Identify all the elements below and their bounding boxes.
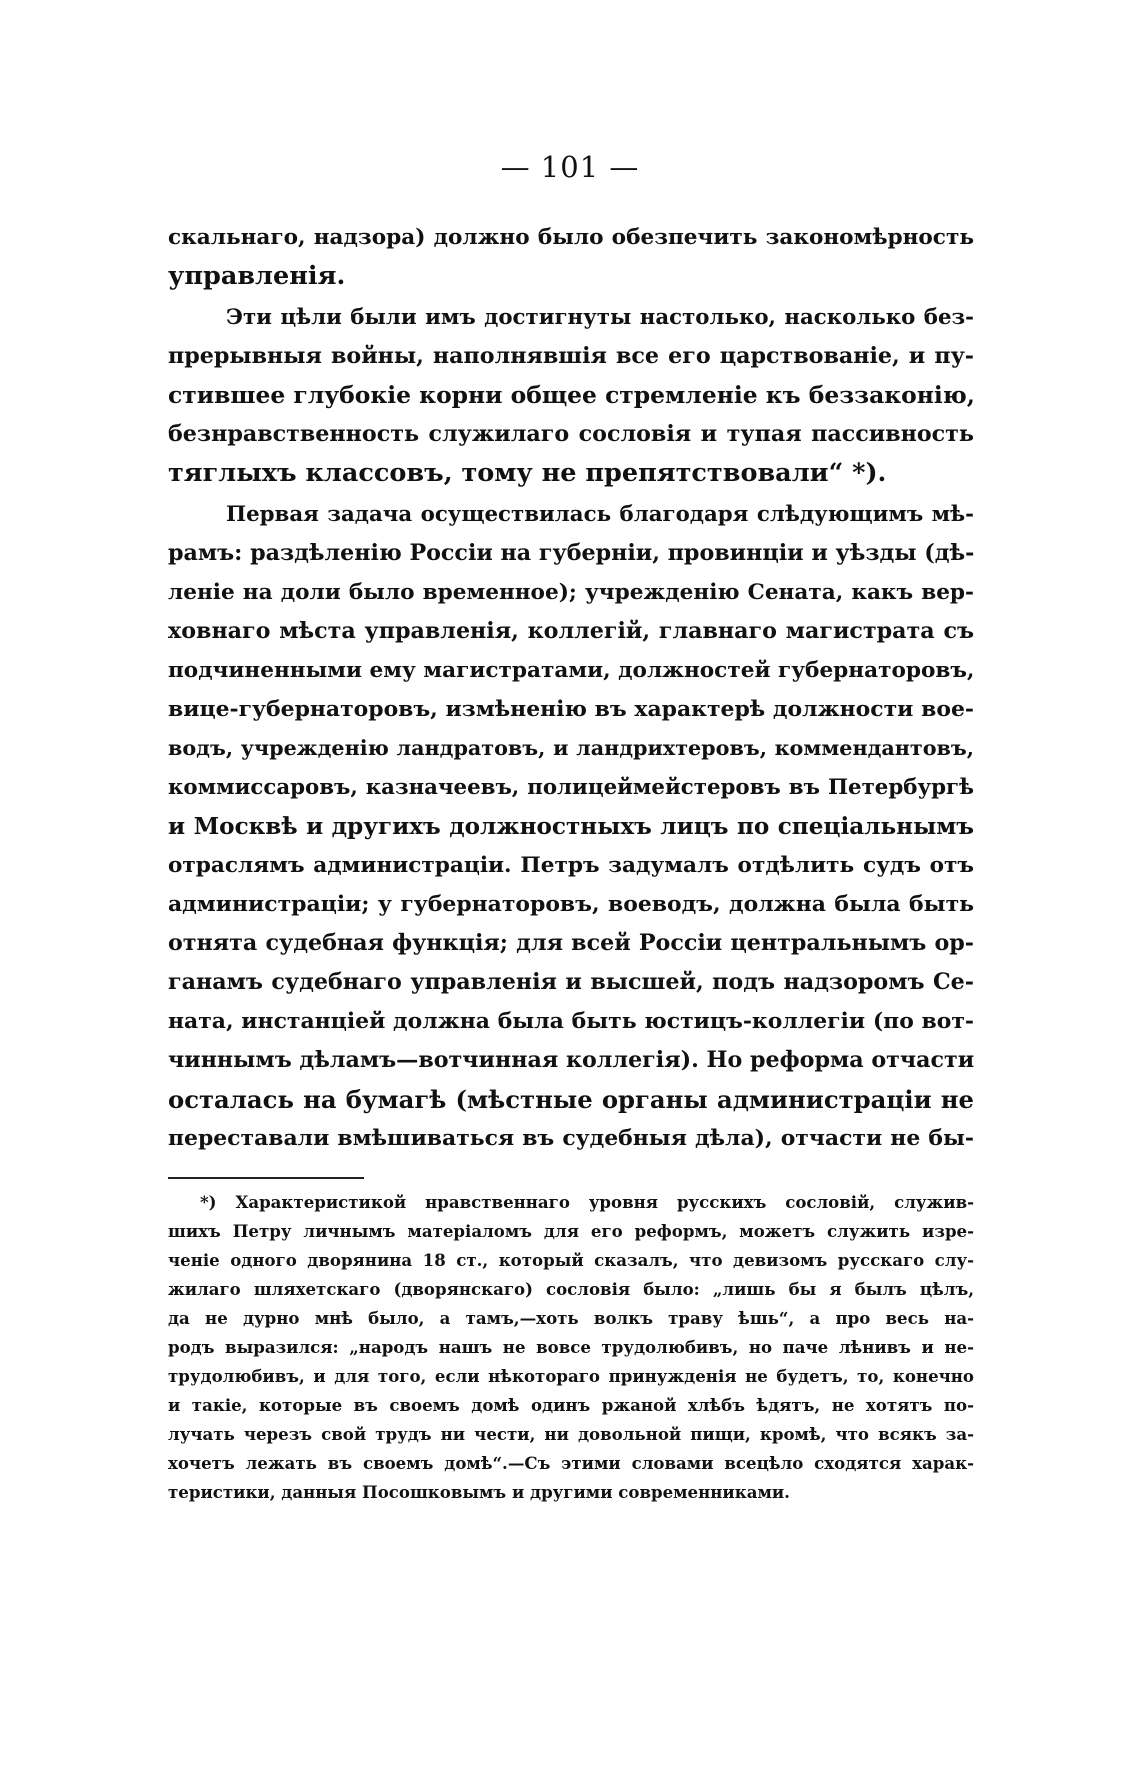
text-line: и Москвѣ и другихъ должностныхъ лицъ по спеціальнымъ	[168, 813, 974, 840]
footnote-line: лучать черезъ свой трудъ ни чести, ни довольной пищи, кромѣ, что всякъ за-	[168, 1424, 974, 1444]
text-line: ганамъ судебнаго управленія и высшей, подъ надзоромъ Се-	[168, 969, 974, 995]
footnote-line: и такіе, которые въ своемъ домѣ одинъ ржаной хлѣбъ ѣдятъ, не хотятъ по-	[168, 1395, 974, 1415]
footnote	[168, 1188, 974, 1507]
text-line: чиннымъ дѣламъ—вотчинная коллегія). Но реформа отчасти	[168, 1047, 975, 1073]
text-line: ховнаго мѣста управленія, коллегій, главнаго магистрата съ	[168, 618, 974, 644]
footnote-line: хочетъ лежать въ своемъ домѣ“.—Съ этими словами всецѣло сходятся харак-	[168, 1453, 974, 1473]
text-line: отнята судебная функція; для всей Россіи центральнымъ ор-	[168, 930, 974, 956]
text-line: рамъ: раздѣленію Россіи на губерніи, провинціи и уѣзды (дѣ-	[168, 540, 975, 566]
text-line: администраціи; у губернаторовъ, воеводъ, должна была быть	[168, 891, 974, 917]
footnote-line: теристики, данныя Посошковымъ и другими современниками.	[168, 1482, 790, 1502]
text-line: осталась на бумагѣ (мѣстные органы администраціи не	[168, 1085, 974, 1114]
page-number: — 101 —	[500, 150, 640, 184]
footnote-line: шихъ Петру личнымъ матеріаломъ для его реформъ, можетъ служить изре-	[168, 1221, 974, 1241]
text-line: ната, инстанціей должна была быть юстицъ-коллегіи (по вот-	[168, 1008, 974, 1034]
text-line: леніе на доли было временное); учрежденію Сената, какъ вер-	[168, 580, 974, 605]
text-line: безнравственность служилаго сословія и тупая пассивность	[168, 421, 974, 447]
text-line: скальнаго, надзора) должно было обезпечить закономѣрность	[168, 225, 974, 250]
text-line: водъ, учрежденію ландратовъ, и ландрихтеровъ, коммендантовъ,	[168, 736, 974, 760]
text-line: управленія.	[168, 261, 346, 291]
footnote-line: *) Характеристикой нравственнаго уровня русскихъ сословій, служив-	[200, 1192, 974, 1212]
text-line: коммиссаровъ, казначеевъ, полицеймейстеровъ въ Петербургѣ	[168, 775, 974, 800]
text-line: подчиненными ему магистратами, должностей губернаторовъ,	[168, 658, 975, 683]
text-line: прерывныя войны, наполнявшія все его царствованіе, и пу-	[168, 343, 974, 369]
text-line: тяглыхъ классовъ, тому не препятствовали“ *).	[168, 458, 887, 488]
footnote-line: трудолюбивъ, и для того, если нѣкотораго принужденія не будетъ, то, конечно	[168, 1366, 974, 1386]
main-text	[168, 218, 974, 1158]
text-line: отраслямъ администраціи. Петръ задумалъ отдѣлить судъ отъ	[168, 853, 974, 878]
footnote-line: родъ выразился: „народъ нашъ не вовсе трудолюбивъ, но паче лѣнивъ и не-	[168, 1337, 974, 1357]
text-line: стившее глубокіе корни общее стремленіе къ беззаконію,	[168, 381, 975, 409]
footnote-line: жилаго шляхетскаго (дворянскаго) сословія было: „лишь бы я былъ цѣлъ,	[168, 1279, 974, 1299]
paragraph-start-line: Первая задача осуществилась благодаря слѣдующимъ мѣ-	[226, 502, 974, 527]
footnote-line: ченіе одного дворянина 18 ст., который сказалъ, что девизомъ русскаго слу-	[168, 1250, 974, 1270]
text-line: вице-губернаторовъ, измѣненію въ характерѣ должности вое-	[168, 696, 974, 722]
footnote-line: да не дурно мнѣ было, а тамъ,—хоть волкъ траву ѣшь“, а про весь на-	[168, 1308, 974, 1328]
text-line: переставали вмѣшиваться въ судебныя дѣла), отчасти не бы-	[168, 1125, 974, 1151]
paragraph-start-line: Эти цѣли были имъ достигнуты настолько, насколько без-	[226, 305, 974, 330]
footnote-divider	[168, 1177, 364, 1179]
